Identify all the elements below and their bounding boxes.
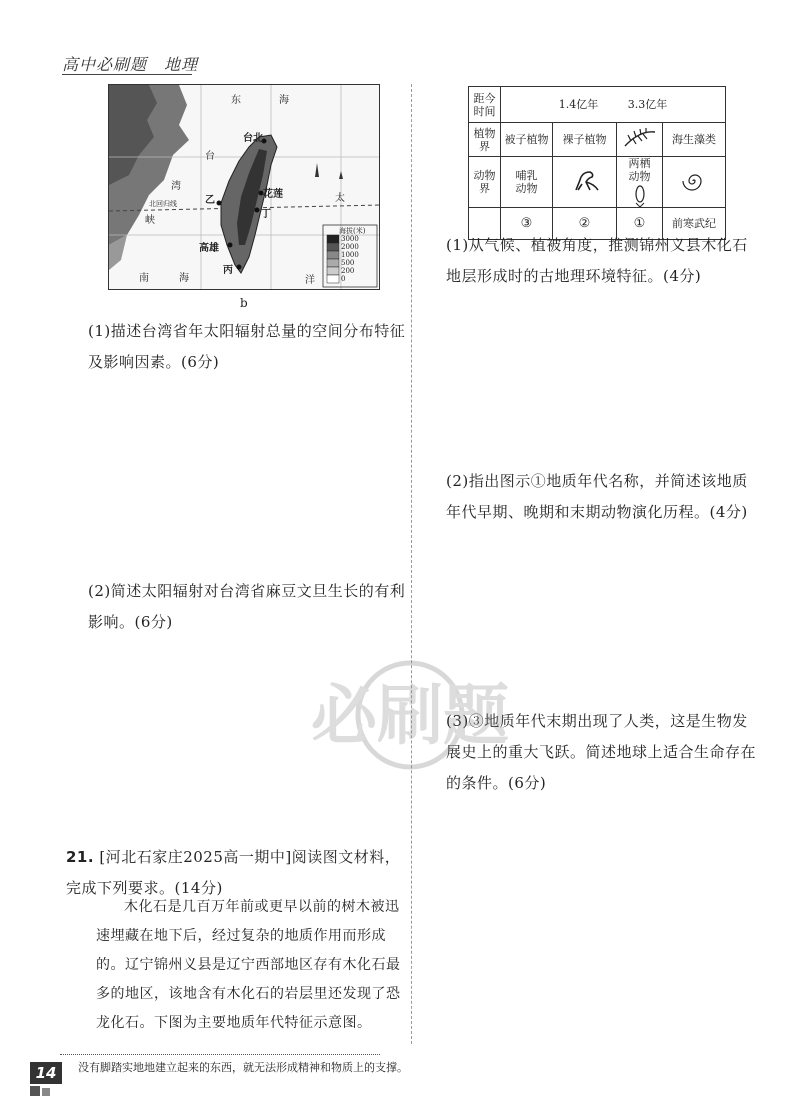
map-legend-1000: 1000 [341,251,359,259]
footer-motto: 没有脚踏实地地建立起来的东西，就无法形成精神和物质上的支撑。 [78,1061,408,1074]
footer-decoration [30,1086,40,1096]
map-caption: b [240,296,248,310]
map-legend-200: 200 [341,267,355,275]
table-animal-3: 两栖动物 [628,157,651,183]
table-animal-1: 哺乳动物 [515,169,538,195]
column-divider [411,84,412,1044]
table-time-2: 3.3亿年 [627,98,668,111]
table-time-1: 1.4亿年 [558,98,599,111]
taiwan-map-graphic [109,85,380,290]
map-label-south-sea: 海 [179,273,189,284]
geologic-era-table [468,86,726,240]
map-label-south: 南 [139,273,149,284]
map-label-sea-east: 东 [231,95,241,106]
table-animal-1-cell [501,157,553,208]
table-plant-label: 植物界 [469,123,501,157]
map-label-strait-tai: 台 [205,151,215,162]
footer-decoration [42,1088,50,1096]
map-label-taipei: 台北 [243,133,263,144]
map-legend-title: 海拔(米) [339,227,366,235]
map-label-kaohsiung: 高雄 [199,243,219,254]
question-21-text: [河北石家庄2025高一期中]阅读图文材料，完成下列要求。(14分) [66,848,401,897]
map-label-sea-east2: 海 [279,95,289,106]
right-question-2: (2)指出图示①地质年代名称，并简述该地质年代早期、晚期和末期动物演化历程。(4分) [446,472,748,521]
map-legend-500: 500 [341,259,355,267]
dinosaur-icon [553,157,617,208]
taiwan-map [108,84,380,290]
watermark [280,660,540,780]
right-question-3: (3)③地质年代末期出现了人类，这是生物发展史上的重大飞跃。简述地球上适合生命存在的条件。(6分) [446,712,757,792]
watermark-text: 必刷题 [311,677,509,754]
left-question-2: (2)简述太阳辐射对台湾省麻豆文旦生长的有利影响。(6分) [88,582,406,631]
map-label-bing: 丙 [223,265,233,276]
footer-rule [60,1054,380,1055]
ammonite-icon [663,157,726,208]
fern-icon [617,123,663,157]
map-legend-3000: 3000 [341,235,359,243]
map-label-hualien: 花莲 [263,189,283,200]
table-time-cell [501,87,726,123]
table-plant-2: 裸子植物 [553,123,617,157]
header-rule [62,74,192,75]
table-header-label: 距今时间 [469,87,501,123]
map-label-tropic: 北回归线 [149,200,177,208]
table-animal-label: 动物界 [469,157,501,208]
table-plant-1: 被子植物 [501,123,553,157]
table-era-2: ② [553,208,617,240]
table-animal-3-cell [617,157,663,208]
map-label-strait-xia: 峡 [145,215,155,226]
map-label-strait-wan: 湾 [171,181,181,192]
left-question-1: (1)描述台湾省年太阳辐射总量的空间分布特征及影响因素。(6分) [88,322,406,371]
question-21-material: 木化石是几百万年前或更早以前的树木被迅速埋藏在地下后，经过复杂的地质作用而形成的。辽宁锦州义县是辽宁西部地区存有木化石最多的地区，该地含有木化石的岩层里还发现了恐龙化石。下图为主要地质年代特征示意图。 [96,899,401,1031]
map-label-yi: 乙 [205,195,215,206]
map-label-pacific-tai: 太 [335,193,345,204]
table-era-3: ③ [501,208,553,240]
map-legend-0: 0 [341,275,346,283]
table-era-precambrian: 前寒武纪 [663,208,726,240]
right-question-1: (1)从气候、植被角度，推测锦州义县木化石地层形成时的古地理环境特征。(4分) [446,236,748,285]
map-legend-2000: 2000 [341,243,359,251]
map-label-ding: 丁 [261,209,271,220]
fish-icon [633,183,647,207]
page-number: 14 [30,1062,62,1084]
table-era-1: ① [617,208,663,240]
question-21-number: 21. [66,848,95,866]
table-plant-4: 海生藻类 [663,123,726,157]
page-header: 高中必刷题 地理 [62,55,199,74]
map-label-pacific: 洋 [305,275,315,286]
